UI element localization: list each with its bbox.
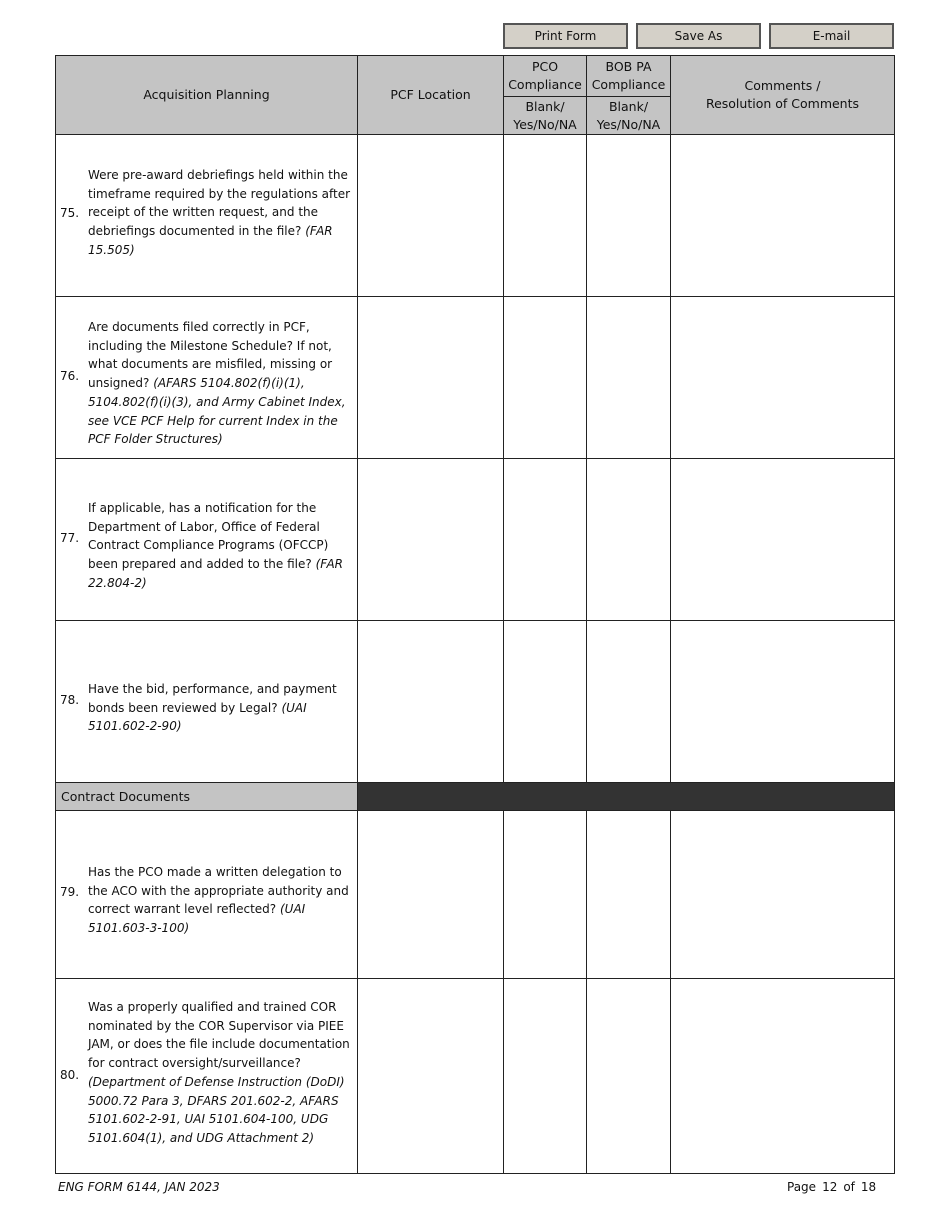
question-text: Are documents filed correctly in PCF, including the Milestone Schedule? If not, what documents are misfiled, missing or unsigned?: [88, 320, 333, 391]
comments-field[interactable]: [671, 135, 894, 296]
page-of: of: [843, 1180, 855, 1194]
pcf-location-field[interactable]: [358, 459, 503, 620]
question-text: Was a properly qualified and trained COR nominated by the COR Supervisor via PIEE JAM, or does the file include documentation for contract oversight/surveillance?: [88, 1000, 350, 1071]
bob-compliance-field[interactable]: [587, 811, 670, 978]
email-button[interactable]: E-mail: [769, 23, 894, 49]
header-divider: [503, 96, 670, 97]
question-number: 75.: [60, 206, 80, 220]
pcf-location-field[interactable]: [358, 621, 503, 782]
comments-field[interactable]: [671, 621, 894, 782]
header-comments-label: Comments /: [744, 78, 821, 93]
page-indicator: [787, 1180, 882, 1194]
question-number: 77.: [60, 531, 80, 545]
question-76-text: [88, 318, 354, 449]
question-number: 76.: [60, 369, 80, 383]
pco-compliance-field[interactable]: [504, 811, 586, 978]
pco-compliance-field[interactable]: [504, 979, 586, 1173]
question-79-text: [88, 863, 354, 938]
pcf-location-field[interactable]: [358, 979, 503, 1173]
header-blank1-label: Blank/ Yes/No/NA: [513, 98, 577, 132]
header-pcf-label: PCF Location: [390, 87, 471, 102]
section-label: Contract Documents: [61, 789, 191, 804]
pcf-location-field[interactable]: [358, 297, 503, 458]
question-78-text: [88, 680, 354, 736]
comments-field[interactable]: [671, 297, 894, 458]
question-text: If applicable, has a notification for the Department of Labor, Office of Federal Contract Compliance Programs (OFCCP) been prepared and added to the file?: [88, 501, 329, 572]
comments-field[interactable]: [671, 979, 894, 1173]
print-form-button[interactable]: Print Form: [503, 23, 628, 49]
header-pco-label: PCO Compliance: [508, 59, 582, 92]
header-pcf-location: [358, 56, 503, 134]
question-reference: (UAI 5101.603-3-100): [88, 902, 306, 936]
save-as-button[interactable]: Save As: [636, 23, 761, 49]
page-label: Page: [787, 1180, 817, 1194]
section-shaded-bar: [358, 783, 894, 810]
header-bob-blank: [587, 97, 670, 134]
page-number: 12: [822, 1180, 838, 1194]
question-80-text: [88, 998, 354, 1148]
bob-compliance-field[interactable]: [587, 459, 670, 620]
header-comments: [671, 56, 894, 134]
question-reference: (Department of Defense Instruction (DoDI) 5000.72 Para 3, DFARS 201.602-2, AFARS 5101.602-2-91, UAI 5101.604-100, UDG 5101.604(1), and UDG Attachment 2): [88, 1074, 345, 1145]
question-number: 80.: [60, 1068, 80, 1082]
header-pco-blank: [504, 97, 586, 134]
question-text: Have the bid, performance, and payment bonds been reviewed by Legal?: [88, 682, 337, 715]
bob-compliance-field[interactable]: [587, 297, 670, 458]
bob-compliance-field[interactable]: [587, 621, 670, 782]
header-blank2-label: Blank/ Yes/No/NA: [596, 98, 661, 132]
question-reference: (FAR 15.505): [88, 224, 333, 257]
pco-compliance-field[interactable]: [504, 297, 586, 458]
pco-compliance-field[interactable]: [504, 135, 586, 296]
question-reference: (FAR 22.804-2): [88, 557, 343, 590]
pcf-location-field[interactable]: [358, 811, 503, 978]
comments-field[interactable]: [671, 459, 894, 620]
bob-compliance-field[interactable]: [587, 135, 670, 296]
question-number: 78.: [60, 693, 80, 707]
question-75-text: [88, 166, 354, 260]
comments-field[interactable]: [671, 811, 894, 978]
question-77-text: [88, 499, 354, 593]
form-identifier: ENG FORM 6144, JAN 2023: [58, 1180, 220, 1194]
section-contract-documents: [56, 783, 357, 810]
header-acq-label: Acquisition Planning: [143, 87, 270, 102]
question-number: 79.: [60, 885, 80, 899]
bob-compliance-field[interactable]: [587, 979, 670, 1173]
question-reference: (UAI 5101.602-2-90): [88, 700, 307, 734]
question-reference: (AFARS 5104.802(f)(i)(1), 5104.802(f)(i)(3), and Army Cabinet Index, see VCE PCF Help for current Index in the PCF Folder Structures): [88, 376, 346, 447]
pcf-location-field[interactable]: [358, 135, 503, 296]
header-acquisition-planning: [56, 56, 357, 134]
header-pco-compliance: [504, 56, 586, 96]
question-text: Has the PCO made a written delegation to the ACO with the appropriate authority and correct warrant level reflected?: [88, 865, 349, 917]
pco-compliance-field[interactable]: [504, 621, 586, 782]
header-bob-label: BOB PA Compliance: [591, 59, 666, 92]
page-total: 18: [860, 1180, 877, 1194]
question-text: Were pre-award debriefings held within the timeframe required by the regulations after receipt of the written request, and the debriefings documented in the file?: [88, 168, 351, 239]
header-resolution-label: Resolution of Comments: [705, 96, 860, 111]
pco-compliance-field[interactable]: [504, 459, 586, 620]
header-bob-compliance: [587, 56, 670, 96]
